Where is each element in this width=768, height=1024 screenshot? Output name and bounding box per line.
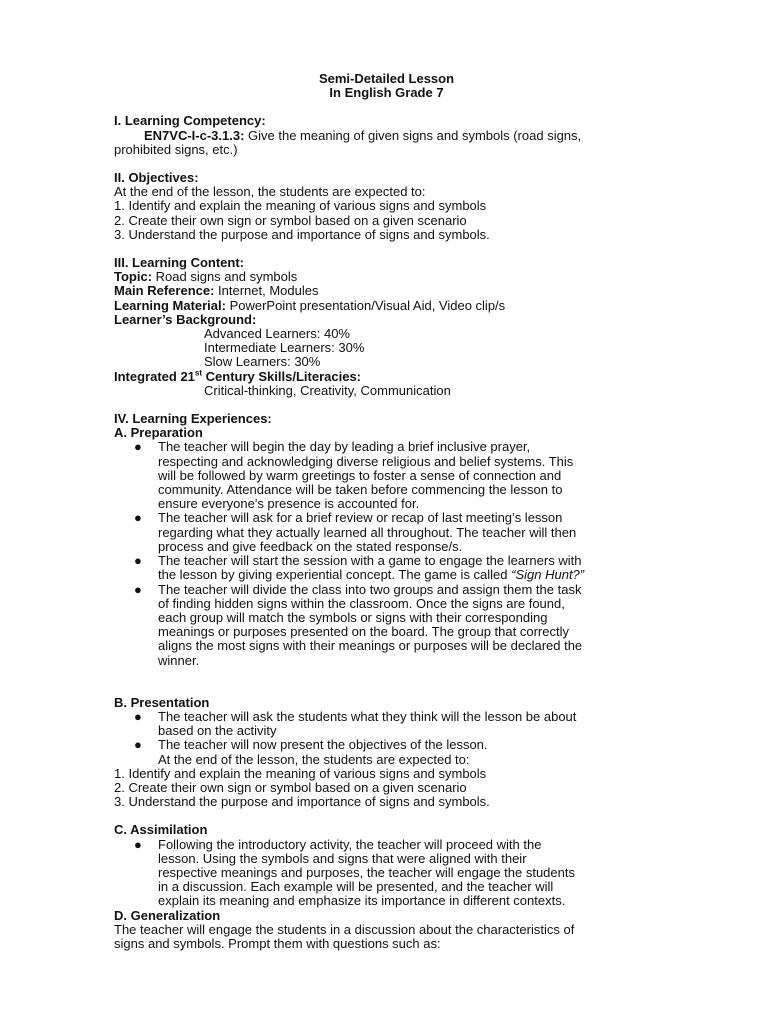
bullet-line: based on the activity — [158, 723, 277, 739]
background-item: Advanced Learners: 40% — [204, 326, 350, 342]
bullet-icon: ● — [134, 553, 142, 569]
bullet-icon: ● — [134, 510, 142, 526]
bullet-line: The teacher will ask for a brief review or recap of last meeting’s lesson — [158, 510, 563, 526]
competency-text-2: prohibited signs, etc.) — [114, 141, 238, 157]
bullet-line: regarding what they actually learned all throughout. The teacher will then — [158, 524, 577, 540]
bullet-line-text: the lesson by giving experiential concept. The game is called — [158, 567, 512, 583]
bullet-icon: ● — [134, 439, 142, 455]
list-item — [134, 581, 659, 668]
bullet-icon: ● — [134, 836, 142, 852]
bullet-line: lesson. Using the symbols and signs that were aligned with their — [158, 850, 527, 866]
background-item: Intermediate Learners: 30% — [204, 340, 365, 356]
bullet-line — [158, 568, 659, 582]
section-1-heading: I. Learning Competency: — [114, 113, 266, 129]
lesson-document — [114, 72, 659, 951]
skills-label — [114, 370, 659, 384]
bullet-icon: ● — [134, 708, 142, 724]
skills-label-a: Integrated 21 — [114, 368, 195, 384]
bullet-line: of finding hidden signs within the classroom. Once the signs are found, — [158, 595, 565, 611]
assimilation-heading: C. Assimilation — [114, 822, 208, 838]
presentation-objective: 1. Identify and explain the meaning of various signs and symbols — [114, 765, 487, 781]
material-label: Learning Material: — [114, 297, 226, 313]
bullet-line: At the end of the lesson, the students are expected to: — [158, 751, 470, 767]
bullet-line: The teacher will ask the students what they think will the lesson be about — [158, 708, 577, 724]
presentation-heading: B. Presentation — [114, 694, 210, 710]
reference-value: Internet, Modules — [214, 283, 319, 299]
generalization-line: The teacher will engage the students in a discussion about the characteristics of — [114, 921, 575, 937]
background-label: Learner’s Background: — [114, 311, 257, 327]
bullet-line: respective meanings and purposes, the teacher will engage the students — [158, 864, 575, 880]
title-line-1: Semi-Detailed Lesson — [318, 71, 455, 86]
assimilation-list — [114, 838, 659, 909]
topic-line — [114, 270, 659, 284]
competency-text: Give the meaning of given signs and symbols (road signs, — [244, 127, 582, 143]
material-value: PowerPoint presentation/Visual Aid, Video clip/s — [225, 297, 506, 313]
list-item — [134, 510, 659, 554]
bullet-line: Following the introductory activity, the teacher will proceed with the — [158, 836, 542, 852]
bullet-line: The teacher will divide the class into two groups and assign them the task — [158, 581, 582, 597]
bullet-line: aligns the most signs with their meanings or purposes will be declared the — [158, 638, 583, 654]
list-item — [134, 737, 659, 767]
bullet-line: will be followed by warm greetings to foster a sense of connection and — [158, 467, 562, 483]
reference-label: Main Reference: — [114, 283, 215, 299]
list-item — [134, 553, 659, 583]
presentation-list — [114, 710, 659, 767]
title-line-2: In English Grade 7 — [329, 85, 444, 101]
skills-label-sup: st — [194, 368, 203, 378]
presentation-objective: 3. Understand the purpose and importance of signs and symbols. — [114, 794, 490, 810]
list-item — [134, 836, 659, 909]
objective-item: 3. Understand the purpose and importance of signs and symbols. — [114, 226, 490, 242]
game-name: “Sign Hunt?” — [511, 567, 585, 583]
bullet-line: explain its meaning and emphasize its importance in different contexts. — [158, 893, 566, 909]
bullet-line: The teacher will begin the day by leading a brief inclusive prayer, — [158, 439, 531, 455]
objective-item: 1. Identify and explain the meaning of various signs and symbols — [114, 198, 487, 214]
list-item — [134, 439, 659, 512]
bullet-line: each group will match the symbols or signs with their corresponding — [158, 609, 548, 625]
bullet-line: in a discussion. Each example will be presented, and the teacher will — [158, 879, 554, 895]
bullet-line: The teacher will now present the objectives of the lesson. — [158, 737, 488, 753]
competency-line — [114, 129, 659, 143]
reference-line — [114, 284, 659, 298]
section-3-heading: III. Learning Content: — [114, 255, 244, 271]
bullet-icon: ● — [134, 581, 142, 597]
bullet-line: respecting and acknowledging diverse religious and belief systems. This — [158, 453, 574, 469]
bullet-line: meanings or purposes presented on the board. The group that correctly — [158, 624, 569, 640]
topic-label: Topic: — [114, 269, 153, 285]
objectives-intro: At the end of the lesson, the students are expected to: — [114, 184, 426, 200]
generalization-heading: D. Generalization — [114, 907, 221, 923]
preparation-list — [114, 440, 659, 667]
bullet-line: The teacher will start the session with a game to engage the learners with — [158, 553, 582, 569]
presentation-objective: 2. Create their own sign or symbol based on a given scenario — [114, 779, 467, 795]
section-2-heading: II. Objectives: — [114, 170, 199, 186]
topic-value: Road signs and symbols — [152, 269, 298, 285]
competency-code: EN7VC-I-c-3.1.3: — [144, 127, 245, 143]
list-item — [134, 708, 659, 739]
skills-value: Critical-thinking, Creativity, Communication — [204, 382, 451, 398]
bullet-line: ensure everyone's presence is accounted for. — [158, 496, 420, 512]
material-line — [114, 299, 659, 313]
background-item: Slow Learners: 30% — [204, 354, 321, 370]
bullet-icon: ● — [134, 737, 142, 753]
objective-item: 2. Create their own sign or symbol based on a given scenario — [114, 212, 467, 228]
bullet-line: process and give feedback on the stated response/s. — [158, 538, 463, 554]
bullet-line: community. Attendance will be taken before commencing the lesson to — [158, 482, 563, 498]
section-4-heading: IV. Learning Experiences: — [114, 411, 272, 427]
generalization-line: signs and symbols. Prompt them with questions such as: — [114, 935, 441, 951]
skills-label-b: Century Skills/Literacies: — [202, 368, 361, 384]
bullet-line: winner. — [158, 652, 200, 668]
preparation-heading: A. Preparation — [114, 425, 203, 441]
